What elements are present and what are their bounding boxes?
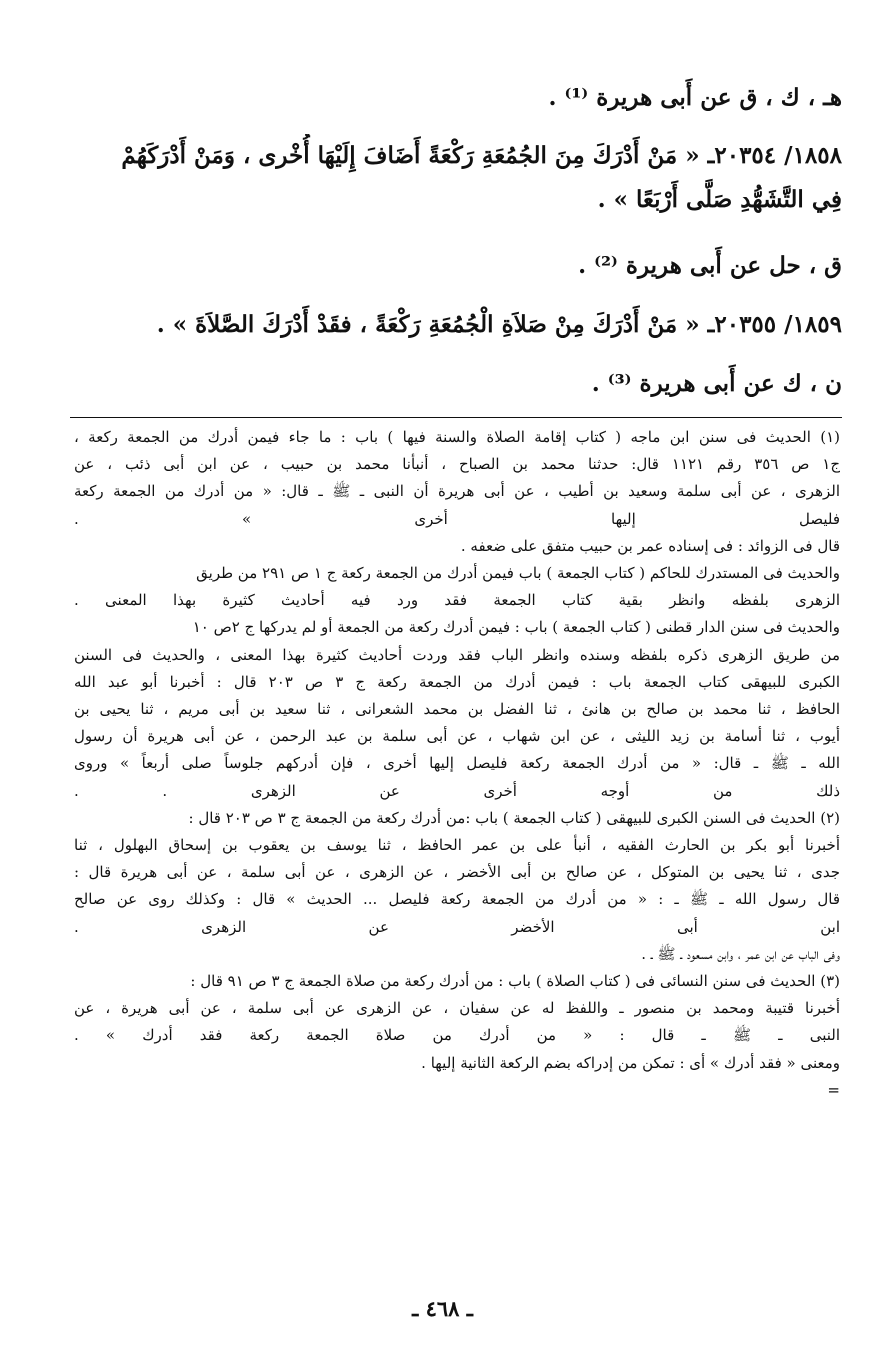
source-line-3: ن ، ك عن أَبى هريرة ⁽³⁾ . (591, 370, 842, 397)
footnote-3: أخبرنا قتيبة ومحمد بن منصور ـ واللفظ له عن سفيان ، عن الزهرى عن أبى سلمة ، عن أبى هريرة ، عن النبى ـ ﷺ ـ قال : « من أدرك من صلاة الجمعة ركعة فقد أدرك » . ومعنى « فقد أدرك » أى : تمكن من إدراكه بضم الركعة الثانية إليها . = (74, 995, 840, 1104)
source-line-1: هـ ، ك ، ق عن أَبى هريرة ⁽¹⁾ . (548, 84, 842, 111)
footnote-1: (١) الحديث فى سنن ابن ماجه ( كتاب إقامة الصلاة والسنة فيها ) باب : ما جاء فيمن أدرك من الجمعة ركعة ، ج١ ص ٣٥٦ رقم ١١٢١ قال: حدثنا محمد بن الصباح ، أنبأنا محمد بن حبيب ، عن ابن أبى ذئب ، عن الزهرى ، عن أبى سلمة وسعيد بن أطيب ، عن أبى هريرة أن النبى ـ ﷺ ـ قال: « من أدرك من الجمعة ركعة فليصل إليها أخرى » . قال فى الزوائد : فى إسناده عمر بن حبيب متفق على ضعفه . والحديث فى المستدرك للحاكم ( كتاب الجمعة ) باب فيمن أدرك من الجمعة ركعة ج ١ ص ٢٩١ من طريق الزهرى بلفظه وانظر بقية كتاب الجمعة فقد ورد فيه أحاديث كثيرة بهذا المعنى . والحديث فى سنن الدار قطنى ( كتاب الجمعة ) باب : فيمن أدرك ركعة من الجمعة أو لم يدركها ج ٢ص ١٠ من طريق الزهرى ذكره بلفظه وسنده وانظر الباب فقد وردت أحاديث كثيرة بهذا المعنى ، والحديث فى السنن الكبرى للبيهقى كتاب الجمعة باب : فيمن أدرك من الجمعة ركعة ج ٣ ص ٢٠٣ قال : أخبرنا أبو عبد الله الحافظ ، ثنا محمد بن صالح بن هانئ ، ثنا الفضل بن محمد الشعرانى ، ثنا سعيد بن أبى مريم ، ثنا يحيى بن أيوب ، ثنا أسامة بن زيد الليثى ، عن ابن شهاب ، عن أبى سلمة بن عبد الرحمن ، عن أبى هريرة أن رسول الله ـ ﷺ ـ قال: « من أدرك الجمعة ركعة فليصل إليها أخرى ، فإن أدركهم جلوساً صلى أربعاً » وروى ذلك من أوجه أخرى عن الزهرى . . (٢) الحديث فى السنن الكبرى للبيهقى ( كتاب الجمعة ) باب :من أدرك ركعة من الجمعة ج ٣ ص ٢٠٣ قال : (74, 428, 840, 827)
continuation-mark: = (827, 1080, 840, 1099)
footnote-last-line (74, 1077, 840, 1104)
footnote-separator (70, 417, 842, 418)
hadith-1859: ١٨٥٩/ ٢٠٣٥٥ـ « مَنْ أَدْرَكَ مِنْ صَلاَةِ الْجُمُعَةِ رَكْعَةً ، فقَدْ أَدْرَكَ الصَّلاَةَ » . (156, 311, 842, 338)
source-line-2: ق ، حل عن أَبى هريرة ⁽²⁾ . (578, 252, 842, 279)
page-number: ـ ٤٦٨ ـ (412, 1296, 473, 1321)
hadith-1858: ١٨٥٨/ ٢٠٣٥٤ـ « مَنْ أَدْرَكَ مِنَ الجُمُعَةِ رَكْعَةً أَضَافَ إِلَيْهَا أُخْرى ، وَمَنْ أَدْرَكَهُمْ فِي التَّشَهُّدِ صَلَّى أَرْبَعًا » . (121, 142, 842, 213)
footnotes (74, 424, 840, 1104)
footnote-2: أخبرنا أبو بكر بن الحارث الفقيه ، أنبأ على بن عمر الحافظ ، ثنا يوسف بن يعقوب بن إسحاق البهلول ، ثنا جدى ، ثنا يحيى بن المتوكل ، عن صالح بن أبى الأخضر ، عن الزهرى ، عن أبى سلمة ، عن أبى هريرة قال : قال رسول الله ـ ﷺ ـ : « من أدرك من الجمعة ركعة فليصل ... الحديث » قال : وكذلك روى عن صالح ابن أبى الأخضر عن الزهرى . وفى الباب عن ابن عمر ، وابن مسعود ـ ﷺ ـ . (٣) الحديث فى سنن النسائى فى ( كتاب الصلاة ) باب : من أدرك ركعة من صلاة الجمعة ج ٣ ص ٩١ قال : (74, 836, 840, 991)
